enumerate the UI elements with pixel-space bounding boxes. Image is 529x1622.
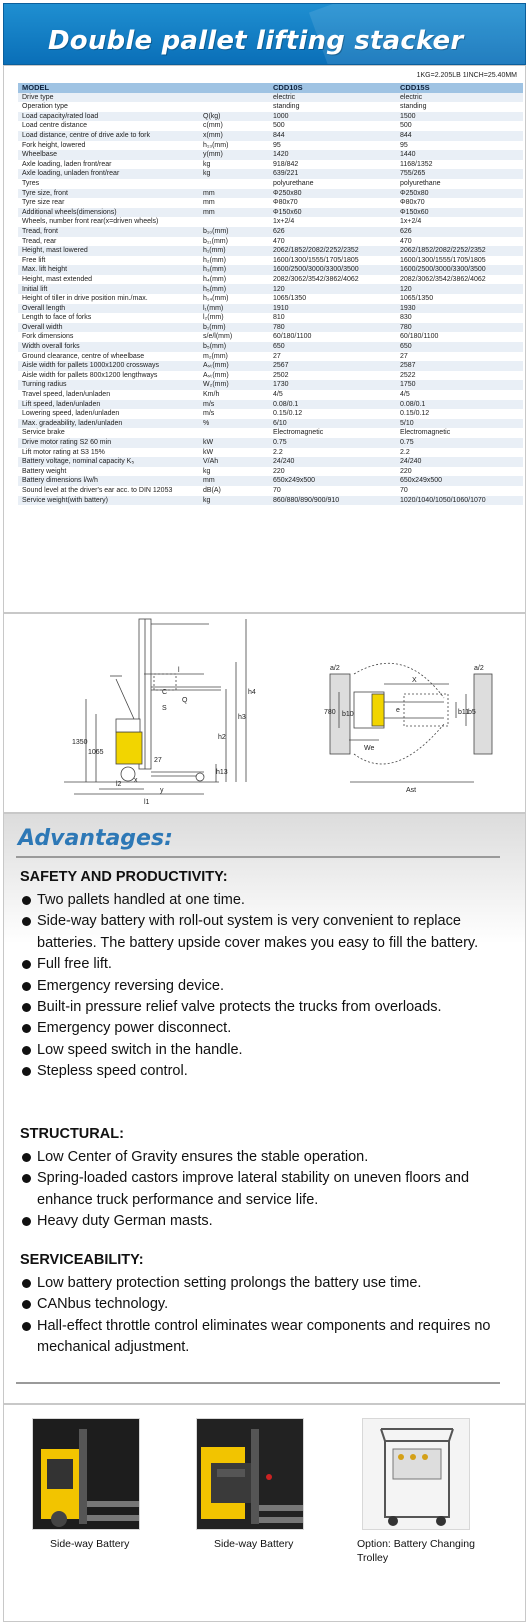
- spec-cell: 220: [400, 467, 412, 475]
- spec-cell: 1600/2500/3000/3300/3500: [269, 265, 396, 275]
- spec-cell: 1020/1040/1050/1060/1070: [396, 496, 523, 506]
- photo-caption: Side-way Battery: [50, 1538, 130, 1550]
- dimension-drawings: [4, 614, 527, 814]
- spec-row: [18, 169, 523, 179]
- spec-cell: 5/10: [396, 419, 523, 429]
- stacker-photo-illustration: [33, 1419, 140, 1530]
- spec-cell: Battery dimensions l/w/h: [18, 476, 199, 486]
- spec-cell: dB(A): [203, 486, 221, 494]
- spec-cell: 1500: [396, 112, 523, 122]
- spec-cell: [199, 428, 269, 438]
- spec-cell: 860/880/890/900/910: [269, 496, 396, 506]
- spec-cell: standing: [400, 103, 427, 111]
- spec-cell: 1420: [269, 150, 396, 160]
- spec-table: [18, 83, 523, 505]
- spec-row: [18, 256, 523, 266]
- spec-cell: Tyre size rear: [22, 199, 65, 207]
- spec-row: [18, 121, 523, 131]
- spec-cell: 220: [273, 467, 285, 475]
- label-e: e: [396, 707, 400, 714]
- spec-cell: Tyres: [22, 179, 40, 187]
- spec-cell: 27: [273, 352, 281, 360]
- list-item: Low battery protection setting prolongs the battery use time.: [20, 1273, 510, 1294]
- section-heading: SERVICEABILITY:: [20, 1252, 144, 1268]
- label-c: C: [162, 689, 168, 696]
- spec-cell: 639/221: [269, 169, 396, 179]
- spec-row: [18, 467, 523, 477]
- label-x: x: [134, 777, 138, 784]
- spec-row: [18, 352, 523, 362]
- spec-cell: V/Ah: [199, 457, 269, 467]
- photo-battery-trolley: [362, 1418, 470, 1530]
- spec-cell: l₁(mm): [199, 304, 269, 314]
- label-we: We: [364, 745, 375, 752]
- spec-cell: h₁(mm): [199, 246, 269, 256]
- spec-cell: kg: [199, 169, 269, 179]
- spec-row: [18, 102, 523, 112]
- spec-cell: b₁(mm): [199, 323, 269, 333]
- spec-cell: 2082/3062/3542/3862/4062: [273, 275, 359, 283]
- spec-cell: 844: [269, 131, 396, 141]
- spec-cell: 2567: [269, 361, 396, 371]
- spec-cell: Battery voltage, nominal capacity K₅: [18, 457, 199, 467]
- photo-side-way-battery-2: [196, 1418, 304, 1530]
- label-l1: l1: [144, 799, 150, 806]
- spec-cell: x(mm): [199, 131, 269, 141]
- spec-cell: y(mm): [199, 150, 269, 160]
- spec-cell: 120: [396, 284, 523, 294]
- spec-cell: Service weight(with battery): [18, 496, 199, 506]
- spec-cell: 70: [273, 486, 281, 494]
- spec-header-cell: [199, 83, 269, 93]
- section-serviceability: [20, 1252, 510, 1359]
- spec-cell: Q(kg): [199, 112, 269, 122]
- spec-cell: Φ150x60: [396, 208, 523, 218]
- spec-cell: 95: [400, 141, 408, 149]
- spec-header-cell: CDD10S: [269, 83, 396, 93]
- spec-section: [3, 65, 526, 613]
- photos-section: [3, 1404, 526, 1622]
- spec-cell: Electromagnetic: [400, 429, 451, 437]
- spec-cell: Φ250x80: [396, 189, 523, 199]
- spec-cell: polyurethane: [400, 179, 441, 187]
- label-780: 780: [324, 709, 336, 716]
- spec-cell: [199, 179, 269, 189]
- label-b10: b10: [342, 711, 354, 718]
- spec-cell: 1168/1352: [400, 160, 433, 168]
- spec-cell: Wheels, number front rear(x=driven wheels): [22, 218, 159, 226]
- list-item: Low speed switch in the handle.: [20, 1040, 510, 1061]
- list-item: Two pallets handled at one time.: [20, 890, 510, 911]
- spec-cell: 0.08/0.1: [269, 400, 396, 410]
- spec-cell: 1000: [269, 112, 396, 122]
- section-heading: STRUCTURAL:: [20, 1126, 124, 1142]
- spec-cell: W₂(mm): [199, 380, 269, 390]
- spec-row: [18, 237, 523, 247]
- spec-cell: 755/265: [396, 169, 523, 179]
- spec-cell: 1065/1350: [400, 295, 434, 303]
- spec-cell: 2.2: [273, 448, 283, 456]
- spec-cell: Max. gradeability, laden/unladen: [18, 419, 199, 429]
- spec-row: [18, 342, 523, 352]
- spec-cell: 780: [396, 323, 523, 333]
- spec-cell: Height, mast lowered: [18, 246, 199, 256]
- spec-cell: Travel speed, laden/unladen: [22, 391, 111, 399]
- spec-cell: Electromagnetic: [273, 429, 324, 437]
- spec-cell: 500: [273, 122, 285, 130]
- spec-cell: Initial lift: [18, 284, 199, 294]
- spec-cell: Drive motor rating S2 60 min: [18, 438, 199, 448]
- spec-cell: 1910: [269, 304, 396, 314]
- spec-cell: 918/842: [273, 160, 299, 168]
- spec-cell: 70: [400, 486, 408, 494]
- section-heading: SAFETY AND PRODUCTIVITY:: [20, 869, 228, 885]
- spec-cell: 6/10: [269, 419, 396, 429]
- spec-cell: Φ80x70: [400, 199, 425, 207]
- spec-cell: mm: [199, 208, 269, 218]
- spec-cell: h₃(mm): [199, 265, 269, 275]
- spec-row: [18, 189, 523, 199]
- spec-cell: m/s: [203, 410, 215, 418]
- label-1065: 1065: [88, 749, 104, 756]
- spec-cell: 626: [269, 227, 396, 237]
- spec-row: [18, 361, 523, 371]
- spec-cell: 24/240: [269, 457, 396, 467]
- spec-cell: Ground clearance, centre of wheelbase: [22, 352, 145, 360]
- spec-cell: 650: [269, 342, 396, 352]
- advantages-title: Advantages:: [18, 826, 173, 851]
- spec-row: [18, 313, 523, 323]
- spec-cell: Additional wheels(dimensions): [18, 208, 199, 218]
- spec-cell: h₅(mm): [199, 284, 269, 294]
- divider: [16, 856, 500, 858]
- spec-cell: 27: [400, 352, 408, 360]
- spec-cell: Aisle width for pallets 800x1200 lengthways: [22, 371, 158, 379]
- spec-cell: Φ80x70: [273, 199, 298, 207]
- spec-cell: 1930: [396, 304, 523, 314]
- spec-cell: Height of tiller in drive position min./max.: [22, 295, 148, 303]
- spec-cell: Wheelbase: [18, 150, 199, 160]
- spec-cell: polyurethane: [273, 179, 314, 187]
- spec-row: [18, 419, 523, 429]
- spec-cell: kW: [203, 448, 214, 456]
- spec-row: [18, 448, 523, 458]
- spec-cell: m₂(mm): [203, 352, 228, 360]
- spec-cell: mm: [199, 189, 269, 199]
- spec-cell: [199, 102, 269, 112]
- label-ast: Ast: [406, 787, 417, 794]
- spec-row: [18, 131, 523, 141]
- spec-cell: 1x+2/4: [400, 218, 422, 226]
- spec-cell: electric: [396, 93, 523, 103]
- label-b5: b5: [468, 709, 476, 716]
- spec-cell: %: [199, 419, 269, 429]
- list-item: Low Center of Gravity ensures the stable operation.: [20, 1147, 510, 1168]
- photo-caption: Side-way Battery: [214, 1538, 294, 1550]
- spec-cell: Tread, front: [18, 227, 199, 237]
- list-item: Spring-loaded castors improve lateral stability on uneven floors and enhance truck performance and service life.: [20, 1168, 510, 1211]
- spec-header-cell: CDD15S: [396, 83, 523, 93]
- spec-cell: 1x+2/4: [273, 218, 295, 226]
- spec-cell: 60/180/1100: [400, 333, 439, 341]
- spec-cell: 60/180/1100: [273, 333, 312, 341]
- spec-row: [18, 284, 523, 294]
- spec-cell: 2062/1852/2082/2252/2352: [269, 246, 396, 256]
- spec-row: [18, 304, 523, 314]
- spec-cell: 120: [269, 284, 396, 294]
- spec-row: [18, 179, 523, 189]
- spec-row: [18, 496, 523, 506]
- spec-cell: h₄(mm): [203, 275, 227, 283]
- dimension-drawing-section: [3, 613, 526, 813]
- spec-cell: 24/240: [396, 457, 523, 467]
- label-h13: h13: [216, 769, 228, 776]
- spec-cell: 1065/1350: [273, 295, 307, 303]
- spec-cell: Operation type: [22, 103, 68, 111]
- spec-cell: 0.75: [269, 438, 396, 448]
- page-title: Double pallet lifting stacker: [48, 26, 464, 56]
- spec-row: [18, 275, 523, 285]
- spec-cell: 2.2: [400, 448, 410, 456]
- spec-cell: Φ250x80: [269, 189, 396, 199]
- divider: [16, 1382, 500, 1384]
- spec-row: [18, 390, 523, 400]
- spec-cell: Overall width: [18, 323, 199, 333]
- spec-row: [18, 428, 523, 438]
- spec-cell: 1440: [396, 150, 523, 160]
- spec-cell: 4/5: [400, 391, 410, 399]
- spec-row: [18, 141, 523, 151]
- spec-header-row: [18, 83, 523, 93]
- units-note: 1KG=2.205LB 1INCH=25.40MM: [416, 72, 517, 79]
- spec-cell: 650: [396, 342, 523, 352]
- spec-cell: Aisle width for pallets 1000x1200 crossways: [18, 361, 199, 371]
- label-1350: 1350: [72, 739, 88, 746]
- spec-cell: Axle loading, laden front/rear: [22, 160, 112, 168]
- spec-row: [18, 371, 523, 381]
- spec-cell: 830: [400, 314, 412, 322]
- spec-cell: h₁₄(mm): [203, 295, 229, 303]
- spec-row: [18, 294, 523, 304]
- label-h2: h2: [218, 734, 226, 741]
- stacker-photo-illustration: [197, 1419, 304, 1530]
- spec-cell: Lowering speed, laden/unladen: [22, 410, 120, 418]
- spec-row: [18, 457, 523, 467]
- spec-cell: 4/5: [273, 391, 283, 399]
- spec-cell: 0.15/0.12: [273, 410, 303, 418]
- spec-cell: 1600/2500/3000/3300/3500: [396, 265, 523, 275]
- spec-cell: kW: [199, 438, 269, 448]
- spec-cell: b₅(mm): [199, 342, 269, 352]
- spec-row: [18, 112, 523, 122]
- label-h3: h3: [238, 714, 246, 721]
- label-q: Q: [182, 697, 188, 704]
- spec-cell: Turning radius: [18, 380, 199, 390]
- spec-cell: 0.75: [396, 438, 523, 448]
- side-view-drawing: [64, 619, 246, 794]
- spec-row: [18, 150, 523, 160]
- spec-header-cell: MODEL: [18, 83, 199, 93]
- label-x-top: X: [412, 677, 417, 684]
- list-item: Built-in pressure relief valve protects the trucks from overloads.: [20, 997, 510, 1018]
- spec-cell: Drive type: [18, 93, 199, 103]
- spec-cell: Lift speed, laden/unladen: [18, 400, 199, 410]
- spec-cell: kg: [199, 496, 269, 506]
- spec-cell: 95: [273, 141, 281, 149]
- list-item: Heavy duty German masts.: [20, 1211, 510, 1232]
- spec-cell: 810: [273, 314, 285, 322]
- spec-cell: Aₛₜ(mm): [203, 371, 229, 379]
- spec-row: [18, 323, 523, 333]
- spec-cell: Load capacity/rated load: [18, 112, 199, 122]
- spec-cell: Height, mast extended: [22, 275, 93, 283]
- label-a2-left: a/2: [330, 665, 340, 672]
- list-item: Stepless speed control.: [20, 1061, 510, 1082]
- spec-cell: l₂(mm): [203, 314, 224, 322]
- spec-cell: electric: [269, 93, 396, 103]
- spec-cell: Load centre distance: [22, 122, 87, 130]
- label-l: l: [178, 667, 180, 674]
- spec-cell: 0.15/0.12: [400, 410, 430, 418]
- photo-side-way-battery-1: [32, 1418, 140, 1530]
- spec-row: [18, 208, 523, 218]
- spec-row: [18, 486, 523, 496]
- label-l2: l2: [116, 781, 122, 788]
- spec-cell: Lift motor rating at S3 15%: [22, 448, 105, 456]
- spec-cell: c(mm): [203, 122, 223, 130]
- spec-row: [18, 93, 523, 103]
- spec-cell: kg: [203, 467, 211, 475]
- spec-cell: b₁₀(mm): [199, 227, 269, 237]
- spec-cell: 500: [400, 122, 412, 130]
- spec-cell: Battery weight: [22, 467, 67, 475]
- spec-cell: [199, 217, 269, 227]
- spec-cell: 1750: [396, 380, 523, 390]
- spec-cell: 2062/1852/2082/2252/2352: [396, 246, 523, 256]
- spec-cell: kg: [203, 160, 211, 168]
- spec-cell: Tread, rear: [22, 237, 57, 245]
- spec-row: [18, 227, 523, 237]
- spec-row: [18, 265, 523, 275]
- spec-cell: Φ150x60: [269, 208, 396, 218]
- spec-row: [18, 476, 523, 486]
- spec-row: [18, 217, 523, 227]
- spec-cell: mm: [199, 476, 269, 486]
- spec-cell: 844: [396, 131, 523, 141]
- label-27: 27: [154, 757, 162, 764]
- spec-row: [18, 380, 523, 390]
- spec-cell: standing: [273, 103, 300, 111]
- spec-cell: Km/h: [203, 391, 220, 399]
- label-h4: h4: [248, 689, 256, 696]
- title-banner: [3, 3, 526, 65]
- list-item: Full free lift.: [20, 954, 510, 975]
- spec-cell: s/e/l(mm): [203, 333, 233, 341]
- spec-cell: 2502: [273, 371, 289, 379]
- spec-cell: h₁₃(mm): [203, 141, 229, 149]
- spec-cell: 780: [269, 323, 396, 333]
- spec-row: [18, 409, 523, 419]
- spec-cell: Fork dimensions: [22, 333, 74, 341]
- spec-cell: Tyre size, front: [18, 189, 199, 199]
- list-item: Emergency reversing device.: [20, 976, 510, 997]
- spec-cell: m/s: [199, 400, 269, 410]
- label-y: y: [160, 787, 164, 794]
- spec-cell: b₁₁(mm): [203, 237, 228, 245]
- side-view-labels: [72, 667, 256, 806]
- spec-cell: Axle loading, unladen front/rear: [18, 169, 199, 179]
- spec-cell: Width overall forks: [18, 342, 199, 352]
- spec-cell: 2522: [400, 371, 416, 379]
- spec-cell: Overall length: [18, 304, 199, 314]
- spec-cell: [199, 93, 269, 103]
- section-structural: [20, 1126, 510, 1233]
- spec-row: [18, 400, 523, 410]
- spec-cell: mm: [203, 199, 215, 207]
- spec-row: [18, 438, 523, 448]
- spec-cell: 470: [400, 237, 412, 245]
- label-s: S: [162, 705, 167, 712]
- spec-row: [18, 332, 523, 342]
- spec-cell: h₂(mm): [203, 256, 226, 264]
- trolley-photo-illustration: [363, 1419, 470, 1530]
- spec-row: [18, 246, 523, 256]
- spec-row: [18, 198, 523, 208]
- spec-cell: Length to face of forks: [22, 314, 92, 322]
- spec-cell: 1600/1300/1555/1705/1805: [400, 256, 486, 264]
- label-b11: b11: [458, 709, 470, 716]
- list-item: CANbus technology.: [20, 1294, 510, 1315]
- top-view-drawing: [330, 663, 492, 782]
- spec-cell: 1600/1300/1555/1705/1805: [273, 256, 359, 264]
- spec-cell: Sound level at the driver's ear acc. to DIN 12053: [22, 486, 173, 494]
- spec-cell: 1730: [269, 380, 396, 390]
- section-safety: [20, 869, 510, 1083]
- list-item: Hall-effect throttle control eliminates wear components and requires no mechanical adjustment.: [20, 1316, 510, 1359]
- spec-cell: 650x249x500: [396, 476, 523, 486]
- spec-cell: 0.08/0.1: [396, 400, 523, 410]
- spec-cell: 2082/3062/3542/3862/4062: [400, 275, 486, 283]
- list-item: Emergency power disconnect.: [20, 1018, 510, 1039]
- photo-caption: Option: Battery Changing Trolley: [357, 1538, 475, 1564]
- spec-cell: 626: [396, 227, 523, 237]
- spec-cell: Aₛₜ(mm): [199, 361, 269, 371]
- spec-cell: Max. lift height: [18, 265, 199, 275]
- spec-cell: 650x249x500: [269, 476, 396, 486]
- label-a2-right: a/2: [474, 665, 484, 672]
- spec-cell: Service brake: [22, 429, 65, 437]
- spec-cell: Fork height, lowered: [22, 141, 86, 149]
- spec-cell: Free lift: [22, 256, 46, 264]
- spec-cell: 2587: [396, 361, 523, 371]
- advantages-section: [3, 813, 526, 1404]
- spec-row: [18, 160, 523, 170]
- list-item: Side-way battery with roll-out system is very convenient to replace batteries. The battery upside cover makes you easy to fill the battery.: [20, 911, 510, 954]
- spec-cell: Load distance, centre of drive axle to fork: [18, 131, 199, 141]
- spec-cell: 470: [273, 237, 285, 245]
